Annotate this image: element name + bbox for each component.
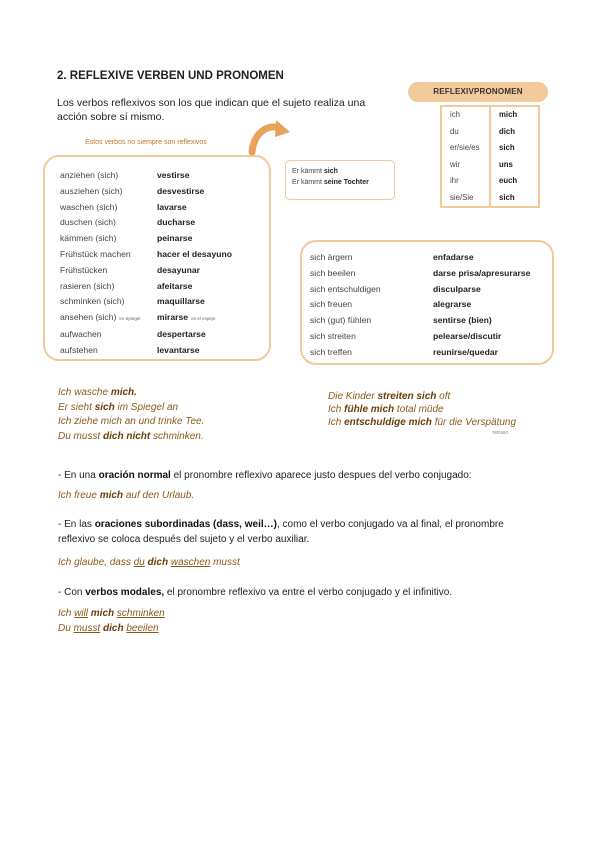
list-item: sich beeilen darse prisa/apresurarse [310, 267, 531, 278]
examples-right: Die Kinder streiten sich oft Ich fühle mich total müde Ich entschuldige mich für die Verspätung retraso [328, 391, 517, 436]
list-item: kämmen (sich) peinarse [60, 233, 193, 244]
list-item: waschen (sich) lavarse [60, 201, 187, 212]
list-item: ausziehen (sich) desvestirse [60, 185, 205, 196]
list-item: Frühstücken desayunar [60, 264, 200, 275]
list-item: Frühstück machen hacer el desayuno [60, 248, 232, 259]
pronouns-title: REFLEXIVPRONOMEN [408, 82, 548, 102]
examples-left: Ich wasche mich. Er sieht sich im Spiegel an Ich ziehe mich an und trinke Tee. Du musst dich nicht schminken. [58, 387, 205, 442]
list-item: schminken (sich) maquillarse [60, 296, 205, 307]
list-item: aufwachen despertarse [60, 328, 206, 339]
speech-box: Er kämmt sich Er kämmt seine Tochter [285, 160, 395, 200]
rule-modal: - Con verbos modales, el pronombre reflexivo va entre el verbo conjugado y el infinitivo. [58, 587, 453, 598]
list-item: sich streiten pelearse/discutir [310, 330, 502, 341]
table-row: ich mich [442, 107, 538, 124]
list-item: sich (gut) fühlen sentirse (bien) [310, 315, 492, 326]
rule-normal-sentence: - En una oración normal el pronombre reflexivo aparece justo despues del verbo conjugado: [58, 470, 472, 481]
example-subordinate: Ich glaube, dass du dich waschen musst [58, 557, 240, 568]
table-row: er/sie/es sich [442, 140, 538, 157]
table-row: sie/Sie sich [442, 190, 538, 207]
list-item: sich entschuldigen disculparse [310, 283, 481, 294]
example-modal-1: Ich will mich schminken [58, 608, 165, 619]
list-item: sich freuen alegrarse [310, 299, 472, 310]
page-title: 2. REFLEXIVE VERBEN UND PRONOMEN [57, 70, 284, 82]
always-reflexive-list [310, 250, 530, 361]
table-row: wir uns [442, 157, 538, 174]
list-item: rasieren (sich) afeitarse [60, 280, 193, 291]
list-item: aufstehen levantarse [60, 344, 200, 355]
pronouns-table [440, 105, 540, 208]
intro-text: Los verbos reflexivos son los que indican que el sujeto realiza una acción sobre sí mismo. [57, 97, 366, 123]
note-text: Estos verbos no siempre son reflexivos [85, 139, 207, 146]
list-item: sich ärgern enfadarse [310, 252, 474, 262]
table-row: du dich [442, 124, 538, 141]
example-normal-sentence: Ich freue mich auf den Urlaub. [58, 490, 195, 501]
list-item: anziehen (sich) vestirse [60, 170, 190, 180]
table-row: ihr euch [442, 173, 538, 190]
rule-subordinate: - En las oraciones subordinadas (dass, weil…), como el verbo conjugado va al final, el pronombre reflexivo se coloca después del sujeto y el verbo auxiliar. [58, 519, 504, 545]
list-item: duschen (sich) ducharse [60, 217, 196, 228]
list-item: sich treffen reunirse/quedar [310, 346, 498, 357]
verbs-list [60, 168, 232, 359]
example-modal-2: Du musst dich beeilen [58, 623, 159, 634]
list-item: ansehen (sich) im Spiegel mirarse en el espejo [60, 312, 216, 323]
